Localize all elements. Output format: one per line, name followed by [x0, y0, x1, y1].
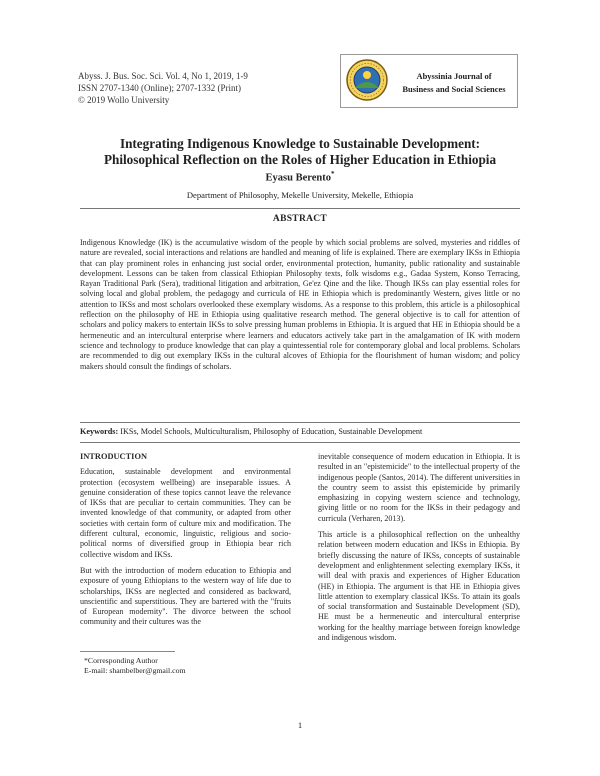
body-column-left [80, 452, 291, 634]
citation-block [78, 70, 248, 106]
paragraph: This article is a philosophical reflection on the unhealthy relation between modern education and IKSs in Ethiopia. By briefly discussing the nature of IKSs, concepts of sustainable development and enlightenment selecting exemplary IKSs, it will deal with praxis and experiences of Higher Education (HE) in Ethiopia. The argument is that HE in Ethiopia gives little attention to exemplary classical IKSs. To attain its goals of social transformation and Sustainable Development (SD), HE must be a hermeneutic and intercultural enterprise working for the healthy marriage between foreign knowledge and indigenous wisdom. [318, 530, 520, 643]
citation-line: Abyss. J. Bus. Soc. Sci. Vol. 4, No 1, 2019, 1-9 [78, 71, 248, 81]
citation-line: © 2019 Wollo University [78, 95, 170, 105]
page-number: 1 [297, 720, 303, 730]
footnote-divider [80, 651, 175, 652]
affiliation: Department of Philosophy, Mekelle University, Mekelle, Ethiopia [186, 190, 414, 200]
citation-line: ISSN 2707-1340 (Online); 2707-1332 (Print) [78, 83, 241, 93]
abstract-heading: ABSTRACT [272, 214, 328, 224]
footnote-email: E-mail: shambelber@gmail.com [84, 666, 186, 675]
author-mark: * [330, 170, 335, 178]
footnote [84, 656, 186, 676]
journal-name-line: Business and Social Sciences [402, 84, 506, 94]
body-column-right [318, 452, 520, 649]
divider [80, 208, 520, 209]
author-name [0, 170, 600, 184]
paragraph: But with the introduction of modern education to Ethiopia and exposure of young Ethiopians to the western way of life due to scholarships, IKSs are neglected and considered as backward, unscientific and superstitious. They are bartered with the "fruits of European modernity". The divorce between the school community and their cultures was the [80, 565, 291, 627]
keywords-label: Keywords: [80, 427, 119, 436]
keywords-line [80, 427, 520, 436]
university-seal-icon [345, 58, 389, 102]
footnote-line: *Corresponding Author [84, 656, 158, 665]
author-text: Eyasu Berento [265, 172, 331, 184]
divider [80, 442, 520, 443]
journal-name [394, 70, 514, 96]
divider [80, 422, 520, 423]
abstract-text: Indigenous Knowledge (IK) is the accumulative wisdom of the people by which social problems are solved, mysteries and riddles of nature are revealed, social interactions and relations are handled and meaning of life is explained. There are exemplary IKSs in Ethiopia that can play prominent roles in enhancing just social order, environmental protection, humanity, public rationality and sustainable development. Lessons can be taken from classical Ethiopian Philosophy texts, folk wisdoms e.g., Gadaa System, Konso Terracing, Rayan Traditional Park (Sera), traditional litigation and arbitration, Ge'ez Qine and the like. Though IKSs can play essential roles for solving local and global problem, the pedagogy and curricula of HE in Ethiopia which is predominantly Western, gives little or no attention to IKSs and most scholars overlooked these exemplary wisdoms. As a response to this problem, this article is a philosophical reflection on the philosophy of HE in Ethiopia using qualitative research method. The general objective is to call for attention of scholars and policy makers to entertain IKSs to solve pressing human problems in Ethiopia. It is argued that HE in Ethiopia should be a hermeneutic and an intercultural enterprise where learners and educators actively take part in the amalgamation of IK with modern science and technology to produce knowledge that can play a quintessential role for contemporary global and local problems. Scholars are recommended to dig out exemplary IKSs in the cultural alcoves of Ethiopia for the flourishment of human wisdom; and policy makers should consult the findings of scholars. [80, 238, 520, 371]
section-heading: INTRODUCTION [80, 452, 148, 461]
paragraph: inevitable consequence of modern education in Ethiopia. It is resulted in an "epistemicide" to the intellectual property of the indigenous people (Santos, 2014). The different universities in the country seem to assist this epistemicide by primarily emphasizing in copying western science and technology, giving little or no room for the IKSs in their pedagogy and curricula (Verharen, 2013). [318, 452, 520, 523]
title-line: Integrating Indigenous Knowledge to Sustainable Development: [119, 136, 481, 151]
paper-title [60, 136, 540, 168]
paragraph: Education, sustainable development and environmental protection (ecosystem wellbeing) are inseparable issues. A genuine consideration of these topics cannot leave the relevance of IKSs that are peculiar to certain communities. They can be invented knowledge of that community, or adapted from other societies with certain form of culture mix and modification. The different cultural, economic, linguistic, religious and socio-political norms of diversified group in Ethiopia bear rich collective wisdom and IKSs. [80, 467, 291, 559]
journal-name-line: Abyssinia Journal of [416, 71, 492, 81]
keywords-text: IKSs, Model Schools, Multiculturalism, Philosophy of Education, Sustainable Development [118, 427, 423, 436]
title-line: Philosophical Reflection on the Roles of Higher Education in Ethiopia [103, 152, 497, 167]
